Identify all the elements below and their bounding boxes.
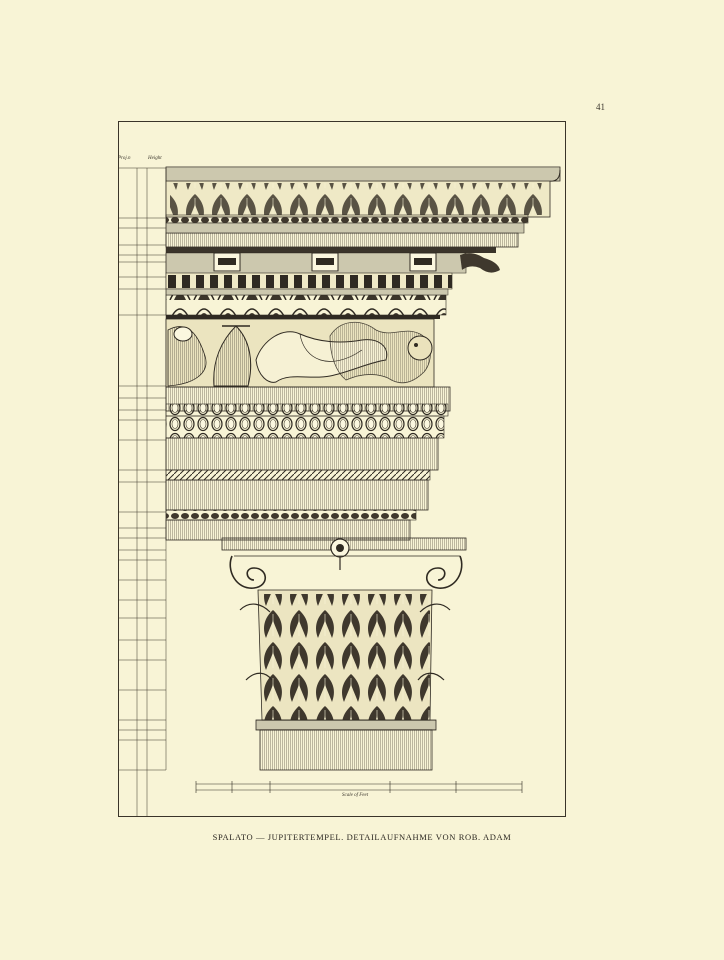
frieze-relief xyxy=(166,319,434,387)
column-shaft xyxy=(256,720,436,770)
cornice-cymatium xyxy=(166,167,560,233)
modillion-band xyxy=(166,253,500,273)
scale-label: Scale of Feet xyxy=(342,793,369,798)
plate-caption: SPALATO — JUPITERTEMPEL. DETAILAUFNAHME VON ROB. ADAM xyxy=(212,832,512,842)
capital-acanthus xyxy=(240,590,450,720)
capital-volutes xyxy=(230,556,461,588)
page-number: 41 xyxy=(596,102,605,112)
dentil-band xyxy=(166,273,452,289)
measurement-grid xyxy=(118,168,166,817)
projection-header: Proj.n xyxy=(118,156,131,161)
arcade-molding xyxy=(166,289,448,319)
capital-abacus xyxy=(222,538,466,570)
scale-of-feet xyxy=(196,781,522,793)
architrave xyxy=(166,387,450,540)
height-header: Height xyxy=(148,156,162,161)
cornice-corona xyxy=(166,233,518,253)
